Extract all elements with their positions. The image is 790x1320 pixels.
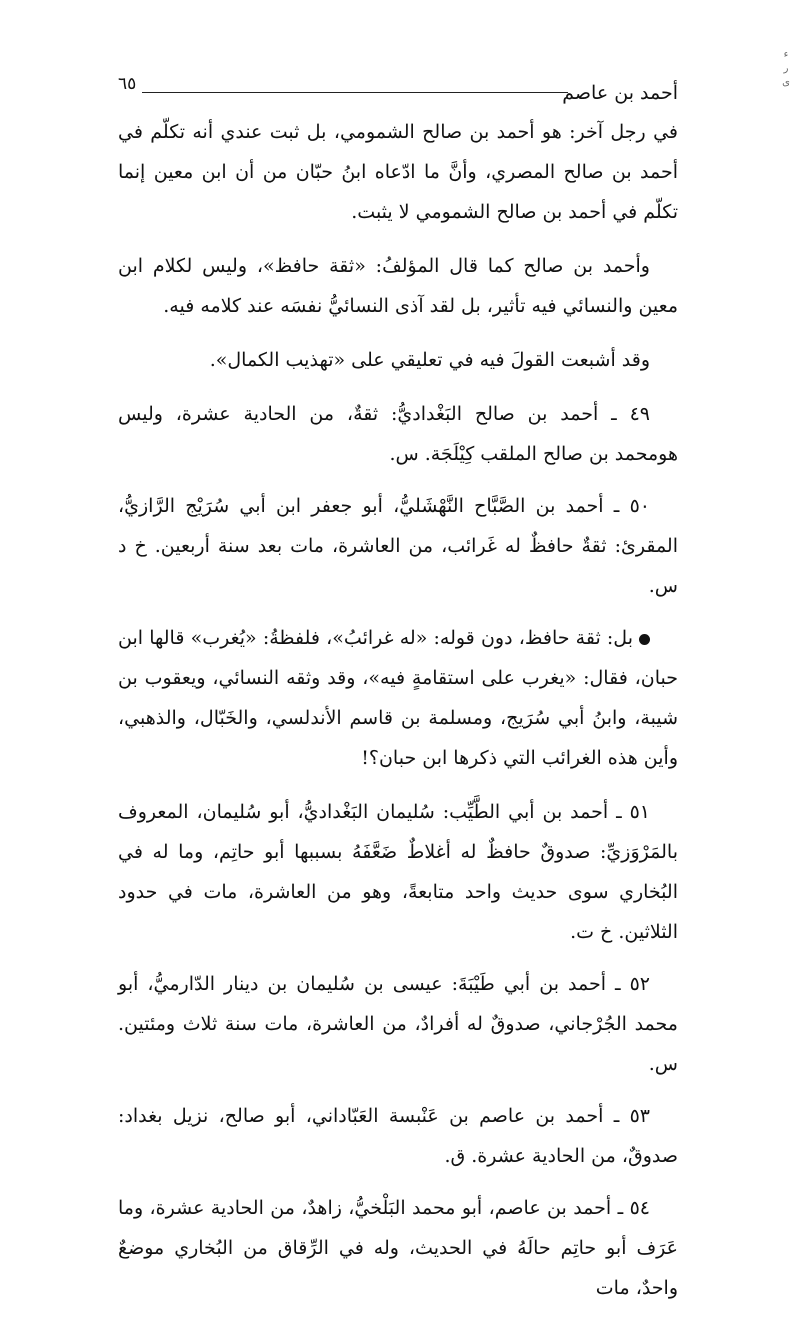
page-number: ٦٥ <box>118 74 137 94</box>
entry-53: ٥٣ ـ أحمد بن عاصم بن عَنْبسة العَبّاداني، أبو صالح، نزيل بغداد: صدوقٌ، من الحادية عشرة. ق. <box>118 1105 678 1167</box>
margin-mark: ء ر ى <box>782 49 790 88</box>
header-rule <box>142 92 568 93</box>
entry-52: ٥٢ ـ أحمد بن أبي طَيْبَةَ: عيسى بن سُليمان بن دينار الدّارميُّ، أبو محمد الجُرْجاني، صدوقٌ له أفرادٌ، من العاشرة، مات سنة ثلاث ومئتين. س. <box>118 973 678 1075</box>
paragraph-comment: وأحمد بن صالح كما قال المؤلفُ: «ثقة حافظ»، وليس لكلام ابن معين والنسائي فيه تأثير، بل لقد آذى النسائيُّ نفسَه عند كلامه فيه. <box>118 255 678 317</box>
paragraph-comment: وقد أشبعت القولَ فيه في تعليقي على «تهذيب الكمال». <box>209 349 650 371</box>
entry-51: ٥١ ـ أحمد بن أبي الطَّيِّب: سُليمان البَغْداديُّ، أبو سُليمان، المعروف بالمَرْوَزيِّ: صدوقٌ حافظٌ له أغلاطٌ ضَعَّفَهُ بسببها أبو حاتِم، وما له في البُخاري سوى حديث واحد متابعةً، وهو من العاشرة، مات في حدود الثلاثين. خ ت. <box>118 801 678 943</box>
page-body <box>118 112 678 1320</box>
entry-49: ٤٩ ـ أحمد بن صالح البَغْداديُّ: ثقةٌ، من الحادية عشرة، وليس هومحمد بن صالح الملقب كِيْلَجَة. س. <box>118 403 678 465</box>
running-title: أحمد بن عاصم <box>562 82 678 104</box>
comment-text: بل: ثقة حافظ، دون قوله: «له غرائبُ»، فلفظةُ: «يُغرب» قالها ابن حبان، فقال: «يغرب على استقامةٍ فيه»، وقد وثقه النسائي، ويعقوب بن شيبة، وابنُ أبي سُرَيج، ومسلمة بن قاسم الأندلسي، والخَبّال، والذهبي، وأين هذه الغرائب التي ذكرها ابن حبان؟! <box>118 627 678 769</box>
paragraph-continuation: في رجل آخر: هو أحمد بن صالح الشمومي، بل ثبت عندي أنه تكلّم في أحمد بن صالح المصري، وأنَّ ما ادّعاه ابنُ حبّان من أن ابن معين إنما تكلّم في أحمد بن صالح الشمومي لا يثبت. <box>118 121 678 223</box>
entry-54: ٥٤ ـ أحمد بن عاصم، أبو محمد البَلْخيُّ، زاهدٌ، من الحادية عشرة، وما عَرَف أبو حاتِم حالَهُ في الحديث، وله في الرِّقاق من البُخاري موضعٌ واحدٌ، مات <box>118 1197 678 1299</box>
page-header <box>118 72 678 112</box>
bullet-icon <box>639 634 650 645</box>
entry-50: ٥٠ ـ أحمد بن الصَّبَّاح النَّهْشَليُّ، أبو جعفر ابن أبي سُرَيْج الرَّازيُّ، المقرئ: ثقةٌ حافظٌ له غَرائب، من العاشرة، مات بعد سنة أربعين. خ د س. <box>118 495 678 597</box>
paragraph-comment <box>118 618 678 778</box>
